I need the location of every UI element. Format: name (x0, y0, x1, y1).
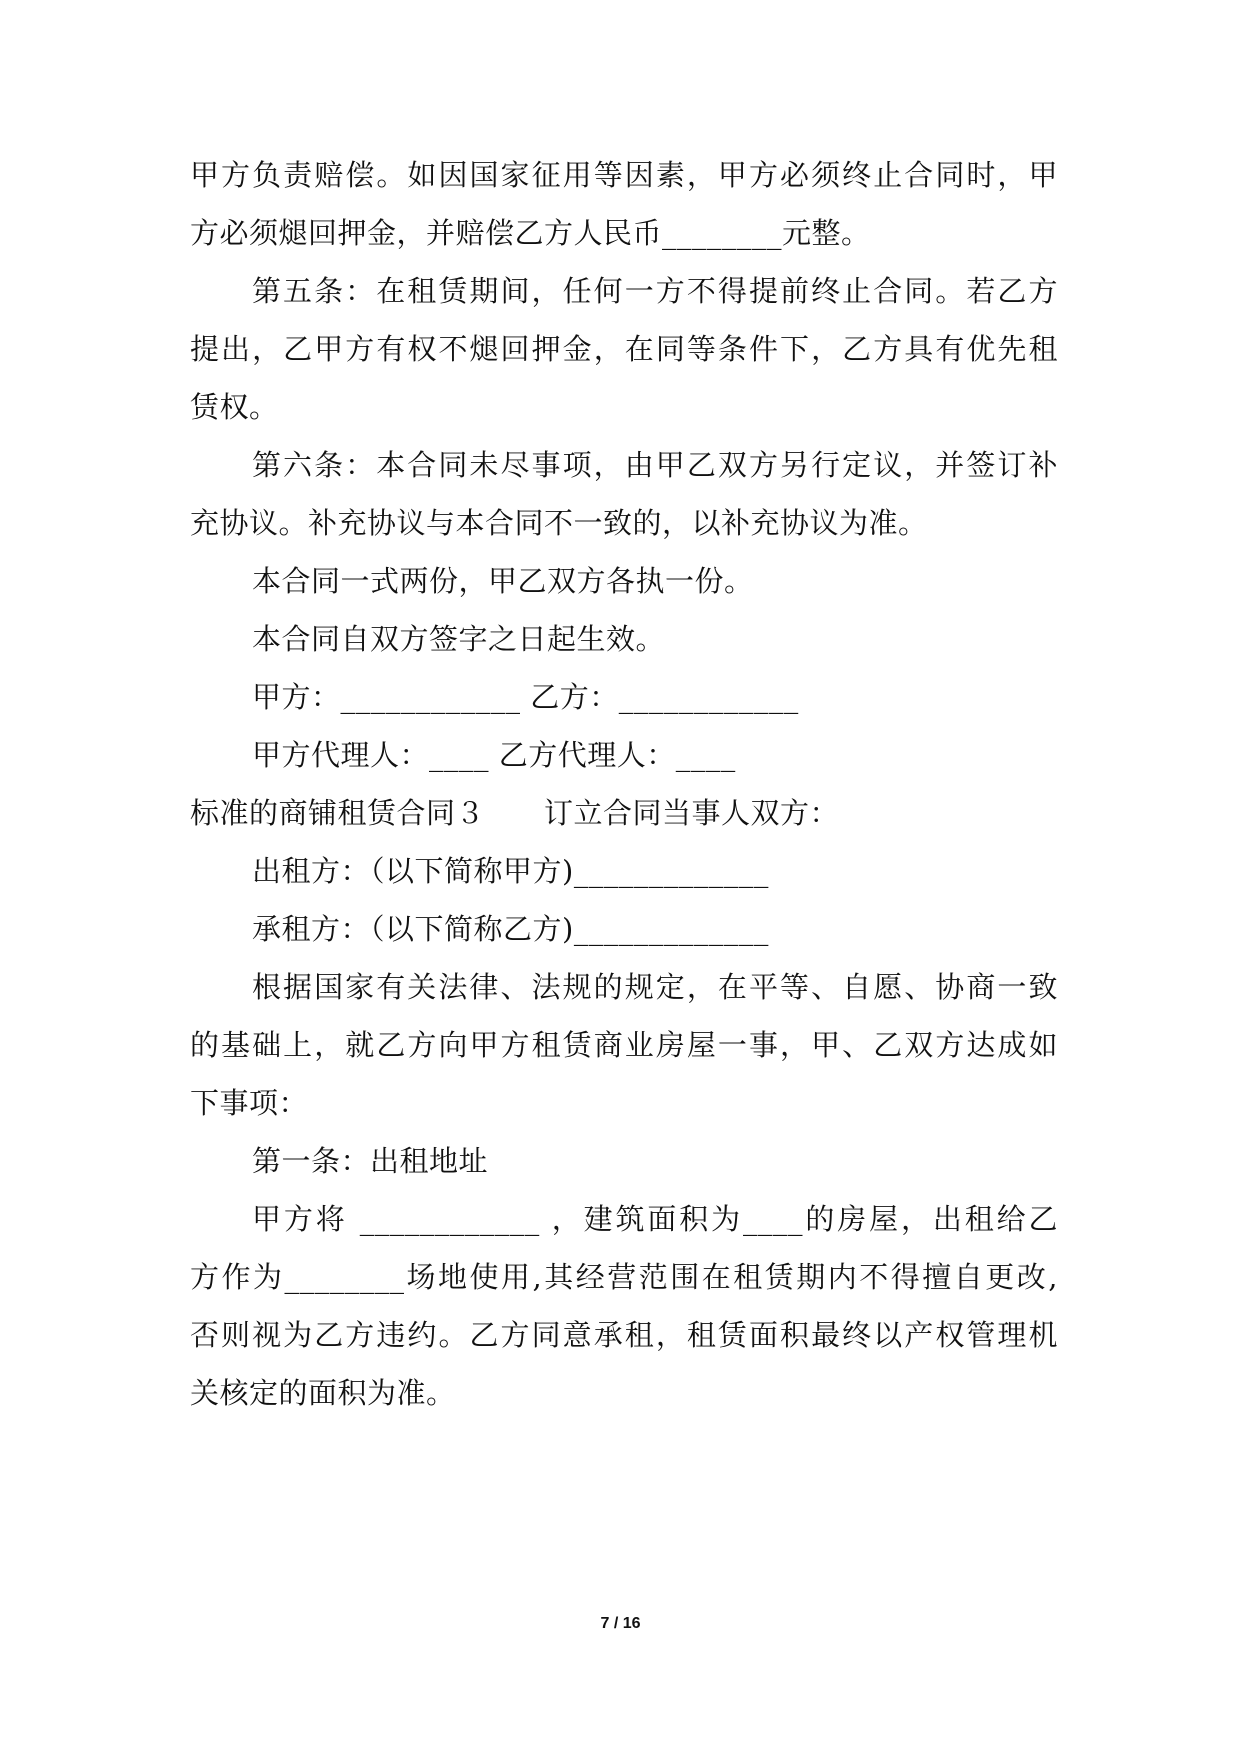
text-line: 出租方：（以下简称甲方)_____________ (252, 854, 769, 888)
text-line: 承租方：（以下简称乙方)_____________ (252, 912, 769, 946)
text-line: 方作为________场地使用,其经营范围在租赁期内不得擅自更改, (190, 1260, 1058, 1294)
text-line: 甲方将 ____________ ，建筑面积为____的房屋，出租给乙 (252, 1202, 1058, 1236)
text-line: 甲方负责赔偿。如因国家征用等因素，甲方必须终止合同时，甲 (190, 158, 1058, 192)
text-line: 本合同自双方签字之日起生效。 (252, 622, 666, 656)
text-line: 否则视为乙方违约。乙方同意承租，租赁面积最终以产权管理机 (190, 1318, 1058, 1352)
text-line: 提出，乙甲方有权不煺回押金，在同等条件下，乙方具有优先租 (190, 332, 1058, 366)
text-line: 赁权。 (190, 390, 279, 424)
text-line: 关核定的面积为准。 (190, 1376, 456, 1410)
text-line: 方必须煺回押金，并赔偿乙方人民币________元整。 (190, 216, 871, 250)
text-line: 充协议。补充协议与本合同不一致的，以补充协议为准。 (190, 506, 928, 540)
text-line: 根据国家有关法律、法规的规定，在平等、自愿、协商一致 (252, 970, 1058, 1004)
text-line: 第五条：在租赁期间，任何一方不得提前终止合同。若乙方 (252, 274, 1058, 308)
agent-line: 甲方代理人：____ 乙方代理人：____ (252, 738, 736, 772)
text-line: 本合同一式两份，甲乙双方各执一份。 (252, 564, 754, 598)
text-line: 下事项： (190, 1086, 309, 1120)
text-line: 的基础上，就乙方向甲方租赁商业房屋一事，甲、乙双方达成如 (190, 1028, 1058, 1062)
section-heading: 标准的商铺租赁合同３ 订立合同当事人双方： (190, 796, 840, 830)
text-line: 第六条：本合同未尽事项，由甲乙双方另行定议，并签订补 (252, 448, 1058, 482)
clause-heading: 第一条：出租地址 (252, 1144, 489, 1178)
signature-line: 甲方：____________ 乙方：____________ (252, 680, 799, 714)
page-number: 7 / 16 (600, 1615, 641, 1632)
